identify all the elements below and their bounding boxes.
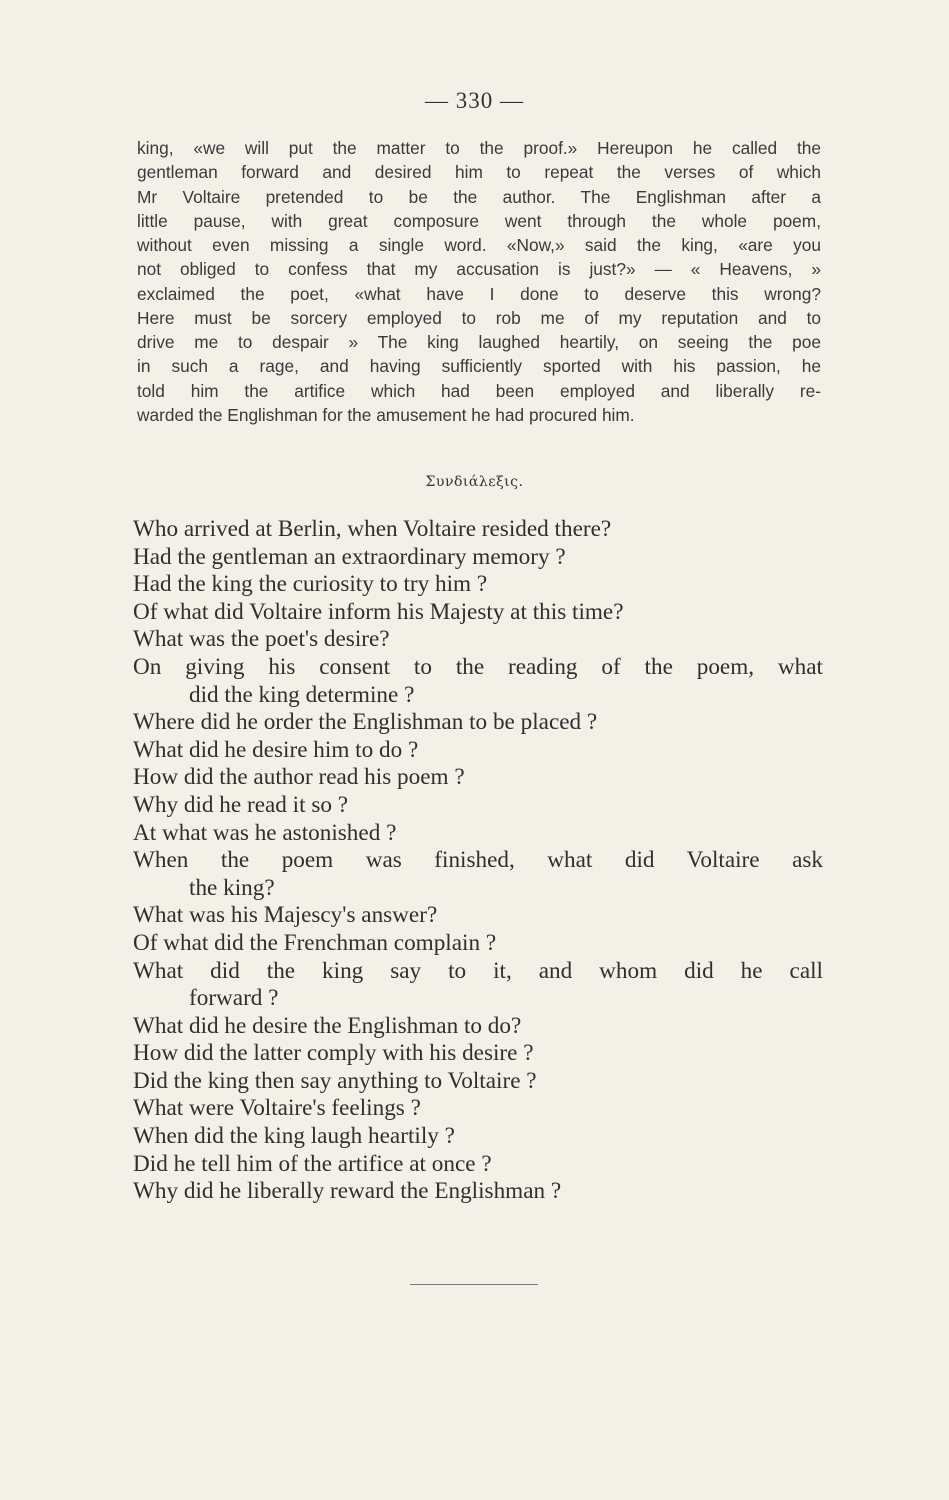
question-line: Did he tell him of the artifice at once ? bbox=[133, 1150, 492, 1177]
prose-line: in such a rage, and having sufficiently sported with his passion, he bbox=[137, 356, 821, 377]
question-line: Where did he order the Englishman to be placed ? bbox=[133, 709, 598, 736]
prose-line: Here must be sorcery employed to rob me of my reputation and to bbox=[137, 307, 821, 328]
question-line: How did the latter comply with his desire ? bbox=[133, 1040, 534, 1067]
question-line: What was the poet's desire? bbox=[133, 626, 390, 653]
question-line: Why did he read it so ? bbox=[133, 791, 349, 818]
prose-line: drive me to despair » The king laughed heartily, on seeing the poe bbox=[137, 332, 821, 352]
question-line: did the king determine ? bbox=[189, 681, 415, 708]
question-line: What did the king say to it, and whom did he call bbox=[133, 957, 823, 984]
prose-line: told him the artifice which had been employed and liberally re- bbox=[137, 380, 821, 401]
end-divider bbox=[410, 1284, 538, 1285]
prose-line: Mr Voltaire pretended to be the author. The Englishman after a bbox=[137, 186, 821, 207]
question-line: Had the king the curiosity to try him ? bbox=[133, 571, 488, 598]
question-line: When the poem was finished, what did Voltaire ask bbox=[133, 847, 823, 874]
section-title: Συνδιάλεξις. bbox=[425, 474, 524, 490]
question-line: Did the king then say anything to Voltaire ? bbox=[133, 1067, 537, 1094]
question-line: Of what did Voltaire inform his Majesty at this time? bbox=[133, 598, 624, 625]
prose-line: not obliged to confess that my accusation is just?» — « Heavens, » bbox=[137, 259, 821, 280]
prose-line: little pause, with great composure went through the whole poem, bbox=[137, 210, 821, 231]
page-number: — 330 — bbox=[425, 88, 524, 113]
question-line: What did he desire the Englishman to do? bbox=[133, 1012, 522, 1039]
question-line: Who arrived at Berlin, when Voltaire resided there? bbox=[133, 516, 612, 542]
question-line: What were Voltaire's feelings ? bbox=[133, 1095, 421, 1122]
question-line: At what was he astonished ? bbox=[133, 819, 397, 846]
question-line: What did he desire him to do ? bbox=[133, 736, 419, 763]
question-line: the king? bbox=[189, 874, 275, 901]
question-line: Why did he liberally reward the Englishman ? bbox=[133, 1178, 562, 1205]
question-list bbox=[133, 516, 823, 1206]
prose-paragraph bbox=[137, 136, 821, 427]
question-line: How did the author read his poem ? bbox=[133, 764, 465, 791]
prose-line: king, «we will put the matter to the proof.» Hereupon he called the bbox=[137, 138, 821, 158]
question-line: Of what did the Frenchman complain ? bbox=[133, 929, 497, 956]
question-line: On giving his consent to the reading of the poem, what bbox=[133, 653, 823, 680]
question-line: forward ? bbox=[189, 985, 279, 1012]
question-line: Had the gentleman an extraordinary memory ? bbox=[133, 543, 566, 570]
question-line: When did the king laugh heartily ? bbox=[133, 1123, 455, 1150]
question-line: What was his Majescy's answer? bbox=[133, 902, 438, 929]
prose-line: exclaimed the poet, «what have I done to deserve this wrong? bbox=[137, 283, 821, 304]
prose-line: without even missing a single word. «Now,» said the king, «are you bbox=[137, 235, 821, 255]
prose-line: warded the Englishman for the amusement he had procured him. bbox=[137, 404, 635, 425]
prose-line: gentleman forward and desired him to repeat the verses of which bbox=[137, 162, 821, 183]
